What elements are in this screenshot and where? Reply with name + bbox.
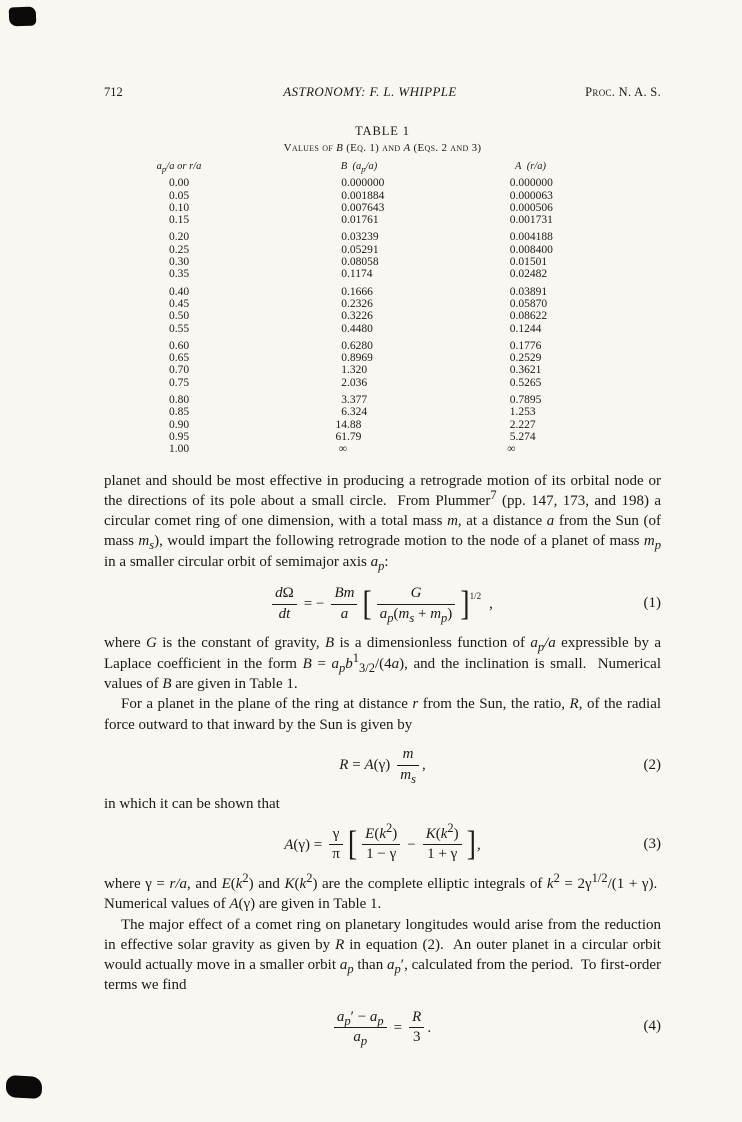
table-cell: 0.50 — [168, 310, 190, 323]
running-title: ASTRONOMY: F. L. WHIPPLE — [283, 84, 457, 99]
table-cell: 0.05870 — [509, 297, 548, 310]
table-cell: 0.15 — [168, 214, 190, 227]
equation-2 — [104, 735, 661, 794]
scan-mark-bottom-left — [5, 1075, 42, 1099]
table-cell: 2.036 — [341, 376, 368, 389]
fraction — [409, 1009, 424, 1047]
fraction — [272, 585, 297, 623]
equation-number: (4) — [643, 1018, 661, 1035]
table-cell: 0.01501 — [509, 256, 548, 269]
table-cell: 0.3621 — [509, 364, 542, 377]
page-header — [104, 0, 661, 100]
table-cell: 0.2326 — [341, 297, 373, 310]
table-row — [104, 231, 661, 243]
table-caption: Values of B (Eq. 1) and A (Eqs. 2 and 3) — [283, 142, 482, 154]
equation-number: (3) — [643, 836, 661, 853]
denominator: π — [329, 844, 343, 864]
table-row — [104, 406, 661, 418]
table-cell: 0.6280 — [341, 339, 373, 352]
numerator: Bm — [334, 585, 355, 602]
table-cell: 0.2529 — [509, 352, 542, 365]
table-header-row — [104, 161, 661, 177]
table-row — [104, 286, 661, 298]
table-row — [104, 377, 661, 389]
data-table — [104, 161, 661, 456]
column-header-ratio: $a_p/a$ or r/a — [156, 161, 202, 175]
table-row — [104, 340, 661, 352]
fraction — [331, 585, 357, 623]
table-cell: 0.4480 — [341, 322, 373, 335]
table-cell: 0.03891 — [509, 285, 548, 298]
paragraph: planet and should be most effective in producing a retrograde motion of its orbital node or the directions of its pole about a small circle. From Plummer$^7$ (pp. 147, 173, and 198) a circular comet ring of one dimension, with a total mass m, at a distance a from the Sun (of mass $m_s$), would impart the following retrograde motion to the node of a planet of mass $m_p$ in a smaller circular orbit of semimajor axis $a_p$: — [104, 472, 662, 573]
table-row — [104, 256, 661, 268]
equation-3 — [104, 815, 661, 874]
table-cell: 0.1666 — [341, 285, 373, 298]
page-content — [104, 0, 661, 1057]
table-cell: 3.377 — [341, 394, 368, 407]
table-cell: 0.05291 — [341, 243, 379, 256]
numerator: R — [412, 1008, 422, 1025]
table-cell: 0.007643 — [341, 201, 385, 214]
table-cell: 0.85 — [168, 406, 190, 419]
equation-content — [334, 1009, 431, 1047]
numerator: dΩ — [275, 585, 294, 602]
table-body — [104, 177, 661, 455]
table-cell: 0.55 — [168, 322, 190, 335]
table-row — [104, 394, 661, 406]
table-cell: ∞ — [338, 443, 347, 456]
denominator: $a_p$ — [334, 1027, 387, 1047]
table-row — [104, 443, 661, 455]
column-header-b: B $(a_p/a)$ — [340, 161, 378, 175]
equation-content — [272, 585, 493, 623]
table-cell: 61.79 — [335, 430, 362, 443]
table-cell: 0.000000 — [341, 177, 385, 190]
table-row — [104, 214, 661, 226]
punctuation: . — [427, 1019, 432, 1036]
table-row — [104, 298, 661, 310]
table-row — [104, 310, 661, 322]
table-row — [104, 352, 661, 364]
table-cell: ∞ — [507, 443, 516, 456]
page-number: 712 — [104, 85, 123, 99]
denominator: $a_p(m_s + m_p)$ — [377, 604, 456, 624]
table-cell: 0.90 — [168, 418, 190, 431]
table-row — [104, 177, 661, 189]
fraction — [377, 585, 456, 623]
table-cell: 0.1174 — [341, 268, 373, 281]
numerator: $a_p' - a_p$ — [336, 1008, 384, 1028]
table-cell: 0.004188 — [509, 231, 553, 244]
paragraph: where γ = r/a, and $E(k^2)$ and $K(k^2)$ are the complete elliptic integrals of $k^2 = 2\gamma^{1/2}/(1 + \gamma)$. Numerical values of A(γ) are given in Table 1. — [104, 870, 662, 913]
journal-name: Proc. N. A. S. — [585, 85, 661, 99]
table-cell: 0.001731 — [509, 214, 553, 227]
paragraph: For a planet in the plane of the ring at distance r from the Sun, the ratio, R, of the radial force outward to that inward by the Sun is given by — [104, 696, 662, 733]
equation-1 — [104, 572, 661, 633]
paragraph: in which it can be shown that — [104, 796, 280, 813]
table-cell: 0.10 — [168, 201, 190, 214]
table-cell: 0.01761 — [341, 214, 379, 227]
table-cell: 0.30 — [168, 256, 190, 269]
numerator: G — [410, 585, 422, 602]
denominator: 3 — [409, 1027, 424, 1047]
table-row — [104, 202, 661, 214]
table-cell: 1.253 — [509, 406, 536, 419]
paragraph: The major effect of a comet ring on planetary longitudes would arise from the reduction in effective solar gravity as given by R in equation (2). An outer planet in a circular orbit would actually move in a smaller orbit $a_p$ than $a_p'$, calculated from the period. To first-order terms we find — [104, 916, 662, 994]
table-cell: 0.08058 — [341, 256, 379, 269]
table-cell: 0.40 — [168, 285, 190, 298]
table-cell: 0.1776 — [509, 339, 542, 352]
table-cell: 0.000063 — [509, 189, 553, 202]
table-row — [104, 244, 661, 256]
equation-content — [339, 746, 425, 784]
table-cell: 0.75 — [168, 376, 190, 389]
table-cell: 0.02482 — [509, 268, 548, 281]
numerator: γ — [332, 825, 340, 842]
table-cell: 0.25 — [168, 243, 190, 256]
table-cell: 0.1244 — [509, 322, 542, 335]
table-cell: 5.274 — [509, 430, 536, 443]
table-cell: 0.000506 — [509, 201, 553, 214]
table-1 — [104, 124, 661, 456]
fraction — [334, 1009, 387, 1047]
punctuation: , — [489, 596, 493, 613]
fraction — [423, 820, 462, 864]
table-row — [104, 190, 661, 202]
punctuation: , — [421, 756, 426, 773]
table-cell: 0.70 — [168, 364, 190, 377]
punctuation: , — [476, 836, 481, 853]
table-cell: 0.35 — [168, 268, 190, 281]
fraction — [329, 826, 343, 864]
right-bracket: ] — [460, 584, 470, 624]
scan-mark-top-left — [9, 7, 37, 27]
equation-number: (1) — [643, 594, 661, 611]
denominator: 1 − γ — [362, 844, 400, 864]
denominator: a — [331, 604, 357, 624]
table-cell: 0.000000 — [509, 177, 553, 190]
table-row — [104, 268, 661, 280]
table-cell: 0.60 — [168, 339, 190, 352]
table-cell: 6.324 — [341, 406, 368, 419]
equation-4 — [104, 996, 661, 1057]
table-row — [104, 364, 661, 376]
article-body — [104, 471, 661, 1058]
equation-number: (2) — [643, 756, 661, 773]
table-cell: 14.88 — [335, 418, 362, 431]
fraction — [362, 820, 400, 864]
expression: R = A(γ) — [339, 756, 391, 773]
table-cell: 1.00 — [168, 443, 190, 456]
table-cell: 0.7895 — [509, 394, 542, 407]
table-cell: 0.03239 — [341, 231, 379, 244]
left-bracket: [ — [347, 825, 358, 864]
equation-content — [284, 820, 481, 864]
table-row — [104, 419, 661, 431]
table-cell: 0.001884 — [341, 189, 385, 202]
fraction — [397, 746, 419, 784]
table-cell: 0.5265 — [509, 376, 542, 389]
table-cell: 0.3226 — [341, 310, 373, 323]
right-bracket: ] — [466, 825, 476, 864]
paragraph: where G is the constant of gravity, B is a dimensionless function of $a_p/a$ expressible by a Laplace coefficient in the form $B = a_pb^1_{3/2}/(4a)$, and the inclination is small. Numerical values of B are given in Table 1. — [104, 635, 661, 692]
table-title: TABLE 1 — [355, 124, 410, 138]
table-cell: 0.65 — [168, 352, 190, 365]
table-row — [104, 431, 661, 443]
table-cell: 0.008400 — [509, 243, 553, 256]
table-cell: 0.20 — [168, 231, 190, 244]
numerator: $E(k^2)$ — [365, 820, 398, 842]
table-cell: 0.05 — [168, 189, 190, 202]
operator: = — [393, 1019, 403, 1036]
numerator: $K(k^2)$ — [425, 820, 459, 842]
left-bracket: [ — [362, 584, 372, 624]
operator: = − — [303, 596, 325, 613]
table-cell: 0.08622 — [509, 310, 548, 323]
column-header-a: A (r/a) — [515, 161, 546, 172]
numerator: m — [402, 745, 414, 762]
denominator: dt — [272, 604, 297, 624]
expression: A(γ) = — [284, 836, 323, 853]
table-cell: 0.00 — [168, 177, 190, 190]
operator: − — [407, 836, 416, 853]
table-cell: 0.95 — [168, 430, 190, 443]
table-cell: 1.320 — [341, 364, 368, 377]
table-cell: 2.227 — [509, 418, 536, 431]
table-cell: 0.8969 — [341, 352, 373, 365]
table-cell: 0.45 — [168, 297, 190, 310]
table-row — [104, 323, 661, 335]
denominator: 1 + γ — [423, 844, 462, 864]
denominator: $m_s$ — [397, 765, 419, 785]
table-cell: 0.80 — [168, 394, 190, 407]
exponent: 1/2 — [469, 591, 482, 602]
